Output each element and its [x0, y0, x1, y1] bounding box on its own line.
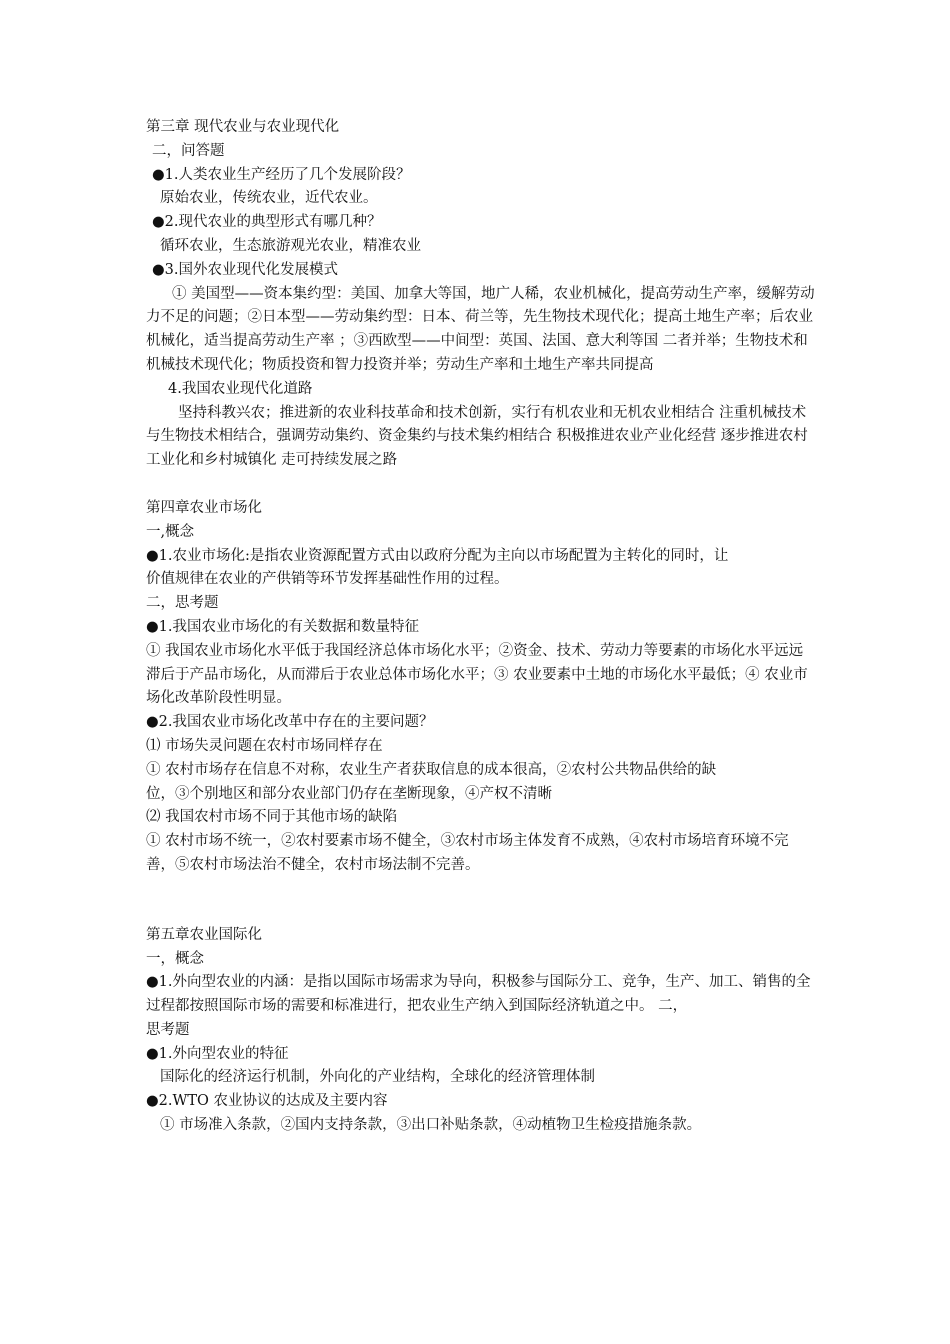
chapter4-concept-1-line2: 价值规律在农业的产供销等环节发挥基础性作用的过程。 [146, 571, 509, 588]
chapter3-question-1: ●1.人类农业生产经历了几个发展阶段？ [152, 166, 411, 183]
chapter4-point-2: ⑵ 我国农村市场不同于其他市场的缺陷 [146, 809, 398, 826]
chapter4-concept-1-line1: ●1.农业市场化:是指农业资源配置方式由以政府分配为主向以市场配置为主转化的同时，让 [146, 547, 729, 564]
chapter5-answer-2: ① 市场准入条款，②国内支持条款，③出口补贴条款，④动植物卫生检疫措施条款。 [160, 1117, 702, 1134]
chapter4-section-concepts: 一,概念 [146, 523, 195, 540]
chapter4-question-1: ●1.我国农业市场化的有关数据和数量特征 [146, 618, 419, 635]
chapter5-section-concepts: 一，概念 [146, 950, 204, 967]
chapter5-title: 第五章农业国际化 [146, 926, 262, 943]
chapter3-answer-4: 坚持科教兴农；推进新的农业科技革命和技术创新，实行有机农业和无机农业相结合 注重机械技术与生物技术相结合，强调劳动集约、资金集约与技术集约相结合 积极推进农业产业化经营 逐步推进农村工业化和乡村城镇化 走可持续发展之路 [146, 404, 808, 469]
chapter5-question-2: ●2.WTO 农业协议的达成及主要内容 [146, 1093, 388, 1110]
chapter4-point-1-body-line1: ① 农村市场存在信息不对称，农业生产者获取信息的成本很高，②农村公共物品供给的缺 [146, 761, 717, 778]
chapter3-answer-1: 原始农业，传统农业，近代农业。 [160, 190, 378, 207]
chapter4-point-2-body: ① 农村市场不统一，②农村要素市场不健全，③农村市场主体发育不成熟，④农村市场培育环境不完善，⑤农村市场法治不健全，农村市场法制不完善。 [146, 833, 789, 873]
chapter3-question-2: ●2.现代农业的典型形式有哪几种？ [152, 214, 382, 231]
chapter4-section-questions: 二，思考题 [146, 595, 219, 612]
chapter3-answer-2: 循环农业，生态旅游观光农业，精准农业 [160, 237, 421, 254]
chapter3-question-4: 4.我国农业现代化道路 [168, 380, 313, 397]
chapter5-answer-1: 国际化的经济运行机制，外向化的产业结构，全球化的经济管理体制 [160, 1069, 595, 1086]
chapter5-concept-1: ●1.外向型农业的内涵：是指以国际市场需求为导向，积极参与国际分工、竞争，生产、加工、销售的全过程都按照国际市场的需要和标准进行，把农业生产纳入到国际经济轨道之中。 二， [146, 974, 811, 1015]
chapter4-question-2: ●2.我国农业市场化改革中存在的主要问题？ [146, 714, 434, 731]
chapter5-question-1: ●1.外向型农业的特征 [146, 1045, 289, 1062]
chapter4-answer-1: ① 我国农业市场化水平低于我国经济总体市场化水平；②资金、技术、劳动力等要素的市场化水平远远滞后于产品市场化，从而滞后于农业总体市场化水平；③ 农业要素中土地的市场化水平最低；④ 农业市场化改革阶段性明显。 [146, 642, 808, 707]
chapter4-point-1: ⑴ 市场失灵问题在农村市场同样存在 [146, 737, 383, 754]
chapter3-title: 第三章 现代农业与农业现代化 [146, 119, 340, 135]
chapter3-section-heading: 二，问答题 [152, 142, 225, 159]
chapter4-point-1-body-line2: 位，③个别地区和部分农业部门仍存在垄断现象，④产权不清晰 [146, 785, 552, 802]
chapter3-question-3: ●3.国外农业现代化发展模式 [152, 261, 338, 278]
chapter4-title: 第四章农业市场化 [146, 499, 262, 516]
chapter3-answer-3: ① 美国型——资本集约型：美国、加拿大等国，地广人稀，农业机械化，提高劳动生产率，缓解劳动力不足的问题；②日本型——劳动集约型：日本、荷兰等，先生物技术现代化；提高土地生产率；后农业机械化，适当提高劳动生产率 ；③西欧型——中间型：英国、法国、意大利等国 二者并举；生物技术和机械技术现代化；物质投资和智力投资并举；劳动生产率和土地生产率共同提高 [146, 285, 815, 373]
chapter5-section-questions: 思考题 [146, 1021, 190, 1038]
document-page [146, 116, 816, 1138]
